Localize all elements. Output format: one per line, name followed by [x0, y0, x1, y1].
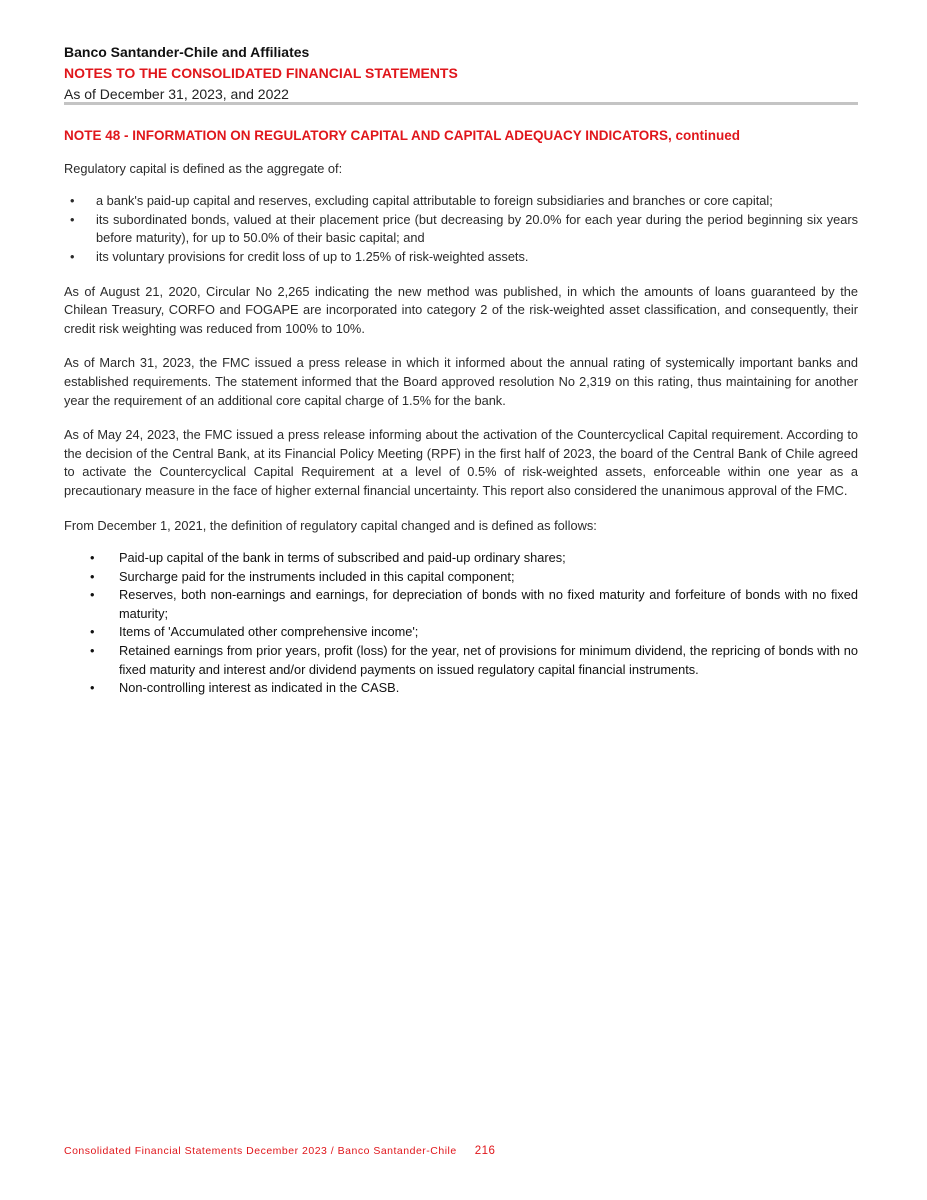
list-item-text: Retained earnings from prior years, profit (loss) for the year, net of provisions for minimum dividend, the repricing of bonds with no fixed maturity and interest and/or dividend payments on issued regulatory capital financial instruments. — [119, 643, 858, 677]
bullet-icon: • — [90, 550, 95, 566]
notes-title: NOTES TO THE CONSOLIDATED FINANCIAL STATEMENTS — [64, 65, 458, 81]
bullet-icon: • — [90, 587, 95, 603]
list-item — [87, 549, 858, 568]
list-item — [87, 586, 858, 623]
header-divider — [64, 102, 858, 105]
company-name: Banco Santander-Chile and Affiliates — [64, 44, 310, 60]
bullet-icon: • — [70, 248, 75, 264]
list-item — [87, 642, 858, 679]
paragraph-may-2023: As of May 24, 2023, the FMC issued a press release informing about the activation of the Countercyclical Capital requirement. According to the decision of the Central Bank, at its Financial Policy Meeting (RPF) in the first half of 2023, the board of the Central Bank of Chile agreed to activate the Countercyclical Capital Requirement at a level of 0.5% of risk-weighted assets, enforceable within one year as a precautionary measure in the face of higher external financial uncertainty. This report also considered the unanimous approval of the FMC. — [64, 427, 858, 498]
paragraph-march-2023: As of March 31, 2023, the FMC issued a press release in which it informed about the annual rating of systemically important banks and established requirements. The statement informed that the Board approved resolution No 2,319 on this rating, thus maintaining for another year the requirement of an additional core capital charge of 1.5% for the bank. — [64, 355, 858, 408]
list-item-text: Reserves, both non-earnings and earnings, for depreciation of bonds with no fixed maturity and forfeiture of bonds with no fixed maturity; — [119, 587, 858, 621]
page-header — [64, 42, 858, 105]
list-item-text: Items of 'Accumulated other comprehensive income'; — [119, 624, 419, 640]
bullet-icon: • — [90, 568, 95, 584]
paragraph-december-2021: From December 1, 2021, the definition of regulatory capital changed and is defined as follows: — [64, 517, 597, 533]
footer-text: Consolidated Financial Statements December 2023 / Banco Santander-Chile — [64, 1145, 457, 1157]
bullet-icon: • — [70, 211, 75, 227]
bullet-icon: • — [90, 643, 95, 659]
list-item — [87, 679, 858, 698]
bullet-icon: • — [70, 193, 75, 209]
list-item — [87, 623, 858, 642]
list-item-text: its subordinated bonds, valued at their placement price (but decreasing by 20.0% for each year during the period beginning six years before maturity), for up to 50.0% of their basic capital; and — [96, 211, 858, 246]
page-number: 216 — [474, 1145, 496, 1157]
list-item — [87, 568, 858, 587]
list-item-text: Surcharge paid for the instruments included in this capital component; — [119, 568, 515, 584]
list-item — [64, 211, 858, 248]
note-content — [64, 127, 858, 714]
list-item — [64, 248, 858, 267]
reporting-period: As of December 31, 2023, and 2022 — [64, 86, 289, 102]
list-item-text: its voluntary provisions for credit loss of up to 1.25% of risk-weighted assets. — [96, 248, 529, 264]
list-item-text: Non-controlling interest as indicated in the CASB. — [119, 680, 400, 696]
bullet-icon: • — [90, 624, 95, 640]
page-footer — [64, 1145, 495, 1157]
list-item-text: Paid-up capital of the bank in terms of subscribed and paid-up ordinary shares; — [119, 550, 566, 566]
new-definition-list — [87, 549, 858, 698]
paragraph-circular-2265: As of August 21, 2020, Circular No 2,265 indicating the new method was published, in which the amounts of loans guaranteed by the Chilean Treasury, CORFO and FOGAPE are incorporated into category 2 of the risk-weighted asset classification, and consequently, their credit risk weighting was reduced from 100% to 10%. — [64, 283, 858, 336]
regulatory-capital-components-list — [64, 192, 858, 266]
note-title: NOTE 48 - INFORMATION ON REGULATORY CAPITAL AND CAPITAL ADEQUACY INDICATORS, continued — [64, 128, 741, 143]
list-item — [64, 192, 858, 211]
bullet-icon: • — [90, 680, 95, 696]
intro-paragraph: Regulatory capital is defined as the aggregate of: — [64, 160, 343, 176]
list-item-text: a bank's paid-up capital and reserves, excluding capital attributable to foreign subsidiaries and branches or core capital; — [96, 193, 773, 209]
